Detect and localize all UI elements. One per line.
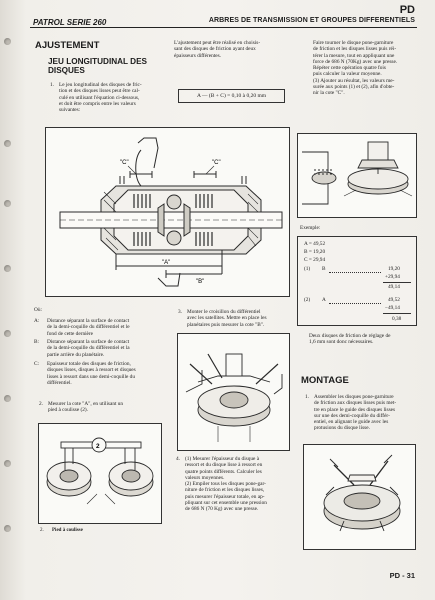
calc-2-symbol: A	[322, 297, 326, 303]
disk-press-drawing	[298, 134, 418, 219]
step-text: Monter le croisillon du différentiel avec les satellites. Mettre en place les planétaires puis mesurer la cote "B".	[187, 309, 267, 328]
section-code: PD	[399, 4, 415, 16]
step-text: Mesurer la cote "A", en utilisant un pied à coulisse (2).	[48, 401, 124, 414]
binder-hole	[4, 395, 11, 402]
definition-text: Distance séparant la surface de contact de la demi-coquille du différentiel et le fond de cette dernière	[47, 318, 130, 337]
example-c-value: C = 29,94	[304, 257, 326, 263]
clearance-formula: A — (B + C) = 0,10 à 0,20 mm	[178, 89, 285, 103]
definition-text: Distance séparant la surface de contact de la demi-coquille du différentiel et la partie arrière du planétaire.	[47, 339, 130, 358]
binder-hole	[4, 38, 11, 45]
conclusion-note: Deux disques de friction de réglage de 1,6 mm sont donc nécessaires.	[309, 333, 391, 346]
label-c-right: "C"	[212, 160, 221, 166]
header-rule	[30, 27, 417, 28]
disk-assembly-drawing	[304, 445, 417, 551]
label-c-left: "C"	[120, 160, 129, 166]
caliper-drawing	[39, 424, 163, 525]
definition-key: C:	[34, 361, 40, 367]
calc-2-result: 0,38	[392, 316, 402, 322]
step-number: 1.	[305, 394, 309, 400]
binder-holes	[4, 0, 14, 600]
definition-key: B:	[34, 339, 40, 345]
definition-text: Epaisseur totale des disques de friction, disques lisses, disques à ressort et disques lisses à ressort dans une demi-coquille du différentiel.	[47, 361, 136, 386]
binder-hole	[4, 330, 11, 337]
measure-b-figure	[177, 333, 290, 451]
step-number: 4.	[176, 456, 180, 462]
calc-2-difference-line	[383, 313, 411, 314]
example-b-value: B = 19,20	[304, 249, 326, 255]
model-name: PATROL SERIE 260	[33, 18, 107, 27]
step-text: (1) Mesurer l'épaisseur du disque à ressort et du disque lisse à ressort en quatre points différents. Calculer les valeurs moyennes. (2) Empiler tous les disques pone-gar- niture de friction et les disques lisses, puis mesurer l'épaisseur totale, en ap- pliquant sur cet ensemble une pression de 686 N (70 Kg) avec une presse.	[185, 456, 267, 513]
binder-hole	[4, 140, 11, 147]
binder-hole	[4, 265, 11, 272]
calc-1-leader	[329, 272, 381, 273]
where-label: Où:	[34, 307, 42, 313]
label-a: "A"	[162, 260, 171, 266]
chapter-title: ARBRES DE TRANSMISSION ET GROUPES DIFFERENTIELS	[208, 17, 415, 24]
binder-hole	[4, 460, 11, 467]
differential-drawing	[46, 128, 291, 298]
subheading-line-1: JEU LONGITUDINAL DES	[48, 57, 148, 66]
measurement-instructions: Faire tourner le disque pone-garniture de friction et les disques lisses puis réi- térer la mesure, tout en appliquant une force de 686 N (70Kg) avec une presse. Répéter cette opération quatre fois puis calculer la valeur moyenne. (3) Ajouter au résultat, les valeurs me- surée aux points (1) et (2), afin d'obte- nir la cote "C".	[313, 40, 398, 97]
step-number: 2.	[39, 401, 43, 407]
label-b: "B"	[196, 279, 205, 285]
step-text: Le jeu longitudinal des disques de fric- tion et des disques lisses peut être cal- culé en utilisant l'équation ci-dessous, et doit être compris entre les valeurs suivantes:	[59, 82, 142, 114]
step-text: Assembler les disques pone-garniture de friction aux disques lisses puis met- tre en place le guide des disques lisses sur une des demi-coquille du différ- entiel, en alignant le guide avec les protusions du disque lisse.	[314, 394, 397, 432]
calc-1-c: +29,94	[385, 274, 400, 280]
calc-1-b: 19,20	[388, 266, 400, 272]
caption-caliper: Pied à coulisse	[52, 528, 83, 533]
differential-cutaway-diagram	[45, 127, 290, 297]
calc-2-sum: −49,14	[385, 305, 400, 311]
callout-number: 2	[96, 443, 100, 450]
calc-2-a: 49,52	[388, 297, 400, 303]
section-heading-montage: MONTAGE	[301, 375, 349, 386]
measure-b-drawing	[178, 334, 291, 452]
binder-hole	[4, 200, 11, 207]
adjustment-intro: L'ajustement peut être réalisé en choisis- sant des disques de friction ayant deux épaisseurs différentes.	[174, 40, 261, 59]
calc-1-label: (1)	[304, 266, 311, 272]
subheading-line-2: DISQUES	[48, 66, 85, 75]
disk-press-figure	[297, 133, 417, 218]
example-a-value: A = 49,52	[304, 241, 326, 247]
definition-key: A:	[34, 318, 40, 324]
calc-2-leader	[329, 303, 381, 304]
calc-1-sum-line	[383, 282, 411, 283]
example-label: Exemple:	[300, 225, 321, 231]
caption-number: 2.	[40, 528, 44, 533]
binder-hole	[4, 525, 11, 532]
disk-assembly-figure	[303, 444, 416, 550]
calc-1-result: 49,14	[388, 284, 400, 290]
step-number: 1.	[50, 82, 54, 88]
step-number: 3.	[178, 309, 182, 315]
calc-1-symbol: B	[322, 266, 326, 272]
caliper-measurement-figure	[38, 423, 162, 524]
calc-2-label: (2)	[304, 297, 311, 303]
section-heading-ajustement: AJUSTEMENT	[35, 40, 100, 51]
page-number: PD - 31	[389, 571, 415, 580]
